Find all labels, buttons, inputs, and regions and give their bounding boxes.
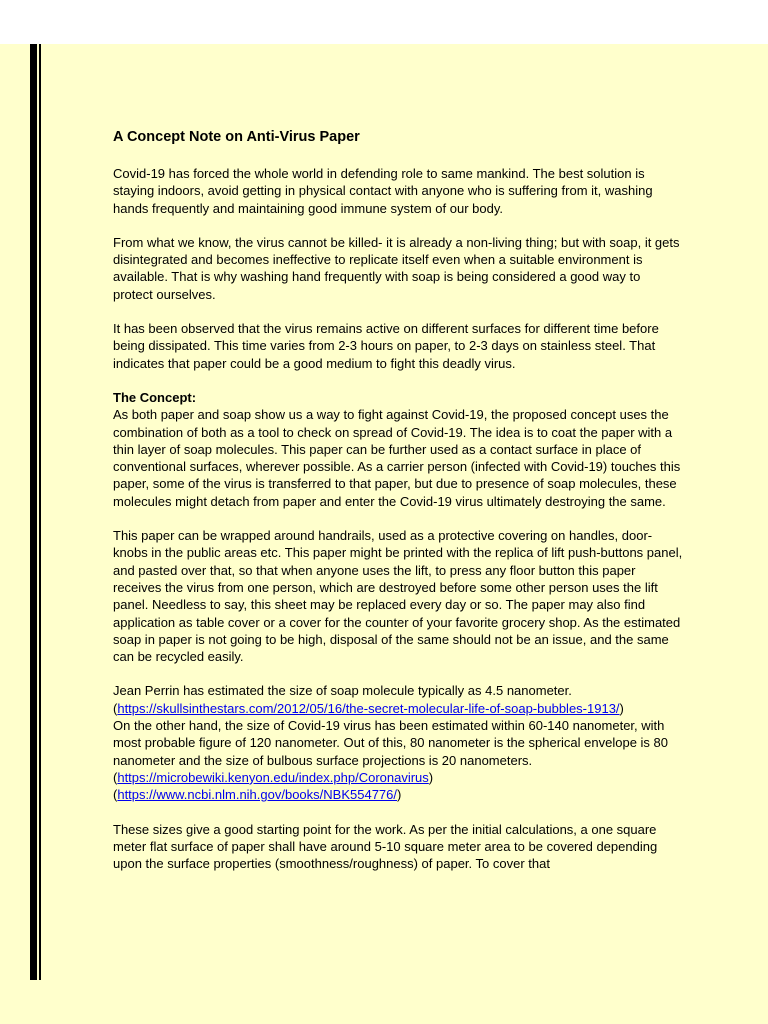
document-page bbox=[0, 44, 768, 1024]
sizes-section: Jean Perrin has estimated the size of soap molecule typically as 4.5 nanometer. (https://skullsinthestars.com/2012/05/16/the-secret-molecular-life-of-soap-bubbles-1913/) On the other hand, the size of Covid-19 virus has been estimated within 60-140 nanometer, with most probable figure of 120 nanometer. Out of this, 80 nanometer is the spherical envelope is 80 nanometer and the size of bulbous surface projections is 20 nanometers. (https://microbewiki.kenyon.edu/index.php/Coronavirus) (https://www.ncbi.nlm.nih.gov/books/NBK554776/) bbox=[113, 683, 669, 803]
border-thick-line bbox=[30, 44, 37, 980]
reference-link-soap-bubbles[interactable]: https://skullsinthestars.com/2012/05/16/the-secret-molecular-life-of-soap-bubbles-1913/ bbox=[117, 700, 620, 716]
paragraph-soap: From what we know, the virus cannot be killed- it is already a non-living thing; but with soap, it gets disintegrated and becomes ineffective to replicate itself even when a suitable environment is available. That is why washing hand frequently with soap is being considered a good way to protect ourselves. bbox=[113, 234, 680, 302]
virus-size-text: On the other hand, the size of Covid-19 virus has been estimated within 60-140 nanometer, with most probable figure of 120 nanometer. Out of this, 80 nanometer is the spherical envelope is 80 nanometer and the size of bulbous surface projections is 20 nanometers. bbox=[113, 718, 669, 768]
paragraph-intro: Covid-19 has forced the whole world in defending role to same mankind. The best solution is staying indoors, avoid getting in physical contact with anyone who is suffering from it, washing hands frequently and maintaining good immune system of our body. bbox=[113, 166, 653, 216]
reference-link-microbewiki[interactable]: https://microbewiki.kenyon.edu/index.php/Coronavirus bbox=[117, 769, 429, 785]
border-thin-line bbox=[39, 44, 41, 980]
paragraph-surfaces: It has been observed that the virus remains active on different surfaces for different time before being dissipated. This time varies from 2-3 hours on paper, to 2-3 days on stainless steel. That indicates that paper could be a good medium to fight this deadly virus. bbox=[113, 321, 659, 371]
concept-text: As both paper and soap show us a way to fight against Covid-19, the proposed concept uses the combination of both as a tool to check on spread of Covid-19. The idea is to coat the paper with a thin layer of soap molecules. This paper can be further used as a contact surface in place of conventional surfaces, wherever possible. As a carrier person (infected with Covid-19) touches this paper, some of the virus is transferred to that paper, but due to presence of soap molecules, these molecules might detach from paper and enter the Covid-19 virus ultimately destroying the same. bbox=[113, 407, 681, 509]
concept-heading: The Concept: bbox=[113, 389, 197, 405]
page-border-left bbox=[30, 44, 42, 980]
concept-section bbox=[113, 389, 683, 510]
soap-size-text: Jean Perrin has estimated the size of soap molecule typically as 4.5 nanometer. bbox=[113, 683, 572, 699]
paragraph-calculations: These sizes give a good starting point for the work. As per the initial calculations, a one square meter flat surface of paper shall have around 5-10 square meter area to be covered depending upon the surface properties (smoothness/roughness) of paper. To cover that bbox=[113, 821, 658, 872]
document-content bbox=[113, 128, 683, 889]
reference-link-ncbi[interactable]: https://www.ncbi.nlm.nih.gov/books/NBK554776/ bbox=[117, 787, 397, 803]
paragraph-uses: This paper can be wrapped around handrails, used as a protective covering on handles, door-knobs in the public areas etc. This paper might be printed with the replica of lift push-buttons panel, and pasted over that, so that when anyone uses the lift, to press any floor button this paper receives the virus from one person, which are destroyed before some other person uses the lift panel. Needless to say, this sheet may be replaced every day or so. The paper may also find application as table cover or a cover for the counter of your favorite grocery shop. As the estimated soap in paper is not going to be high, disposal of the same should not be an issue, and the same can be recycled easily. bbox=[113, 528, 683, 665]
document-title: A Concept Note on Anti-Virus Paper bbox=[113, 129, 360, 145]
